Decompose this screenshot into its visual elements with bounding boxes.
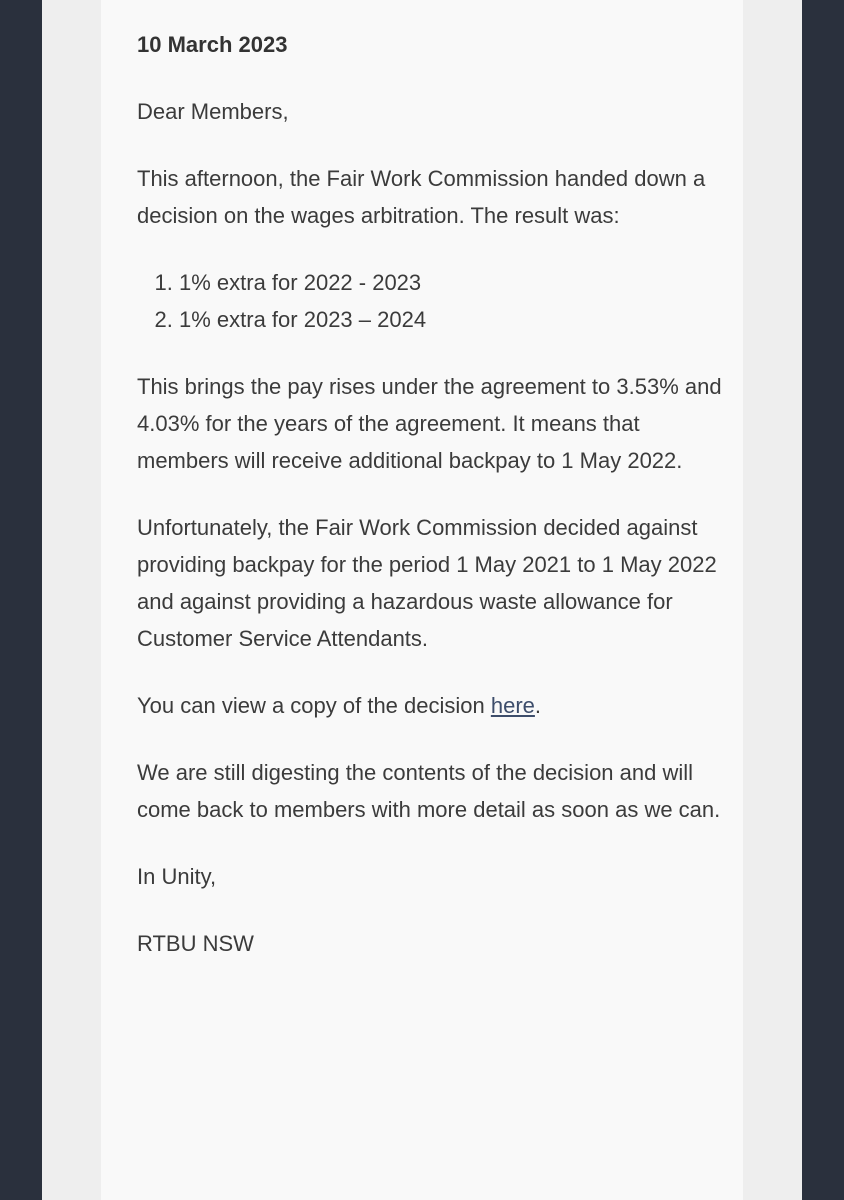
pay-rise-paragraph: This brings the pay rises under the agreement to 3.53% and 4.03% for the years of the agreement. It means that members will receive additional backpay to 1 May 2022.	[137, 374, 722, 473]
result-item-1: 1. 1% extra for 2022 - 2023	[179, 264, 727, 301]
unfortunately-paragraph: Unfortunately, the Fair Work Commission decided against providing backpay for the period 1 May 2021 to 1 May 2022 and against providing a hazardous waste allowance for Customer Service Attendants.	[137, 515, 717, 651]
email-body	[137, 26, 727, 992]
greeting: Dear Members,	[137, 99, 289, 124]
view-copy-period: .	[534, 693, 542, 718]
decision-link[interactable]: here	[490, 693, 535, 718]
digesting-paragraph: We are still digesting the contents of the decision and will come back to members with more detail as soon as we can.	[137, 760, 721, 822]
signoff: In Unity,	[137, 864, 217, 889]
view-copy-text: You can view a copy of the decision	[137, 693, 491, 718]
intro-paragraph: This afternoon, the Fair Work Commission handed down a decision on the wages arbitration. The result was:	[137, 166, 706, 228]
result-item-2: 2. 1% extra for 2023 – 2024	[179, 301, 727, 338]
view-copy-paragraph	[137, 687, 727, 724]
results-list	[137, 264, 727, 338]
signature: RTBU NSW	[137, 931, 254, 956]
email-date: 10 March 2023	[137, 32, 288, 57]
